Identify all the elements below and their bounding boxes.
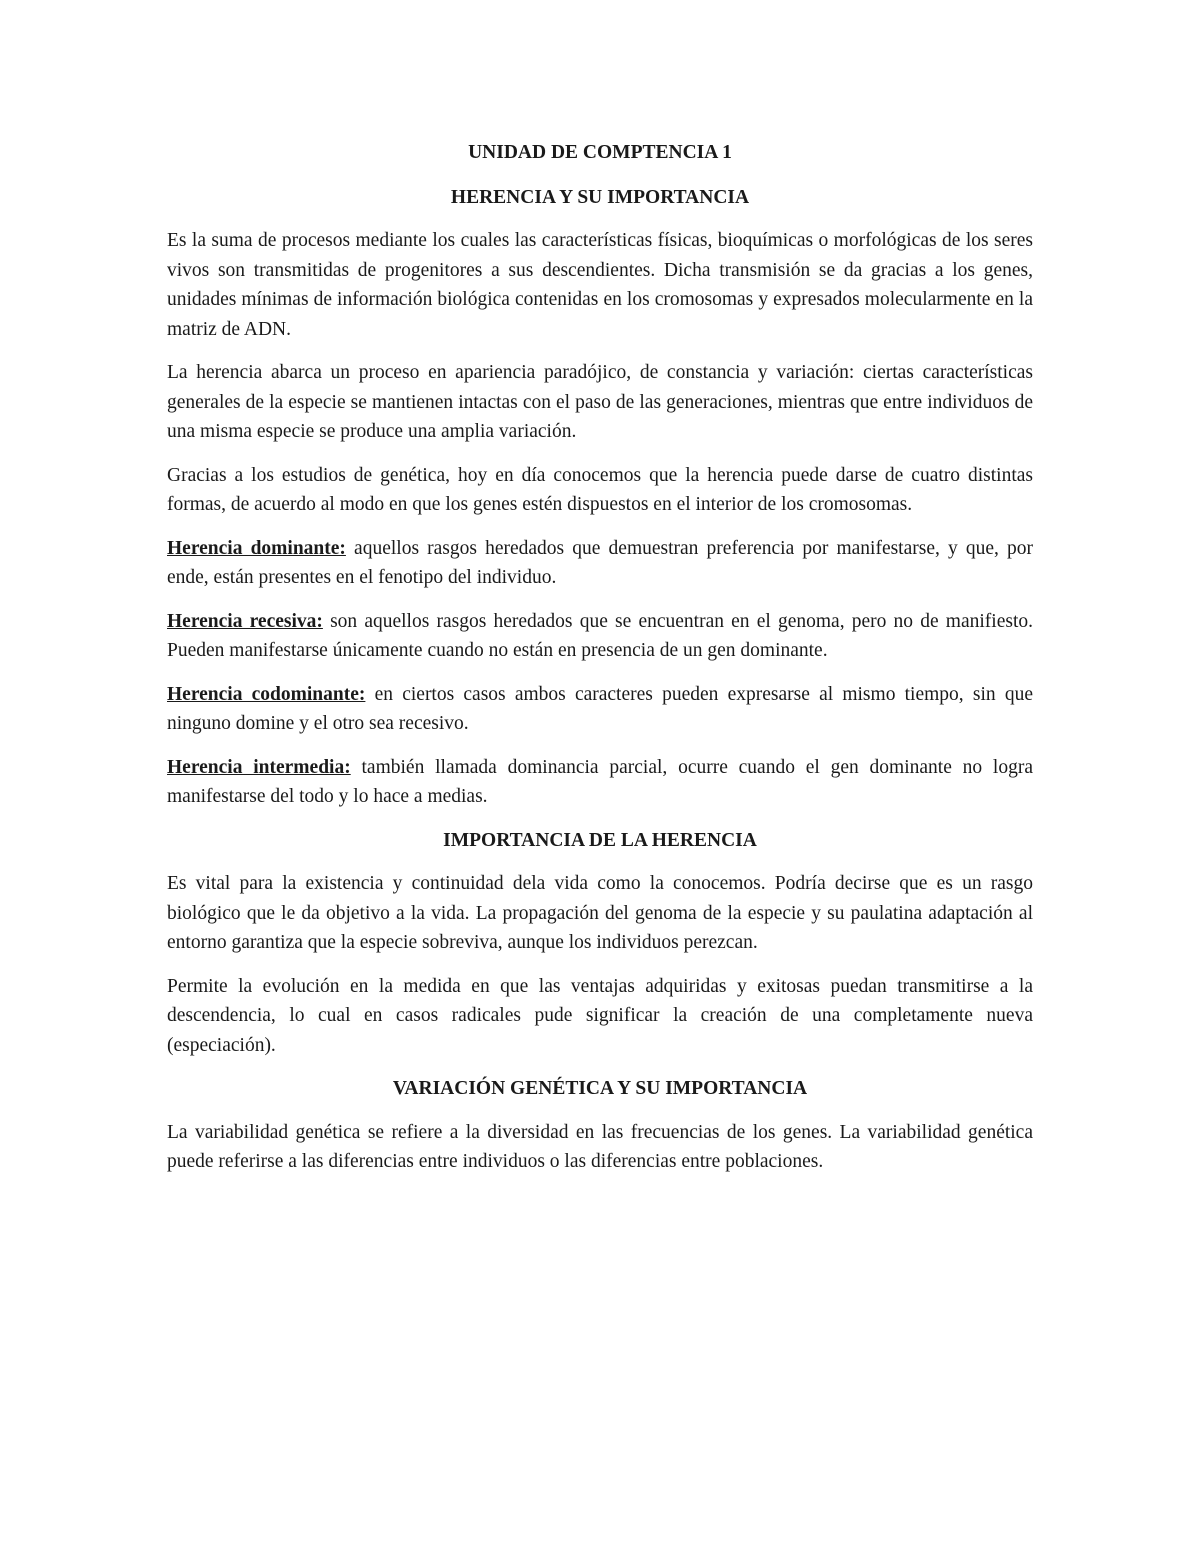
document-title: UNIDAD DE COMPTENCIA 1 [468,142,732,163]
section-heading-importancia: IMPORTANCIA DE LA HERENCIA [443,829,757,851]
herencia-type-dominante [167,534,1033,593]
term-label: Herencia codominante: [167,683,366,705]
section-heading-variacion: VARIACIÓN GENÉTICA Y SU IMPORTANCIA [392,1078,808,1099]
herencia-type-codominante [167,680,1033,739]
paragraph: La herencia abarca un proceso en apariencia paradójico, de constancia y variación: ciertas características generales de la especie se mantienen intactas con el paso de las generaciones, mientras que entre individuos de una misma especie se produce una amplia variación. [167,362,1033,442]
section-heading-herencia: HERENCIA Y SU IMPORTANCIA [450,186,750,208]
term-description: en ciertos casos ambos caracteres pueden expresarse al mismo tiempo, sin que ninguno domine y el otro sea recesivo. [167,683,1033,734]
herencia-type-intermedia [167,753,1033,812]
term-description: también llamada dominancia parcial, ocurre cuando el gen dominante no logra manifestarse del todo y lo hace a medias. [167,756,1034,807]
paragraph: Gracias a los estudios de genética, hoy en día conocemos que la herencia puede darse de cuatro distintas formas, de acuerdo al modo en que los genes estén dispuestos en el interior de los cromosomas. [167,464,1033,515]
term-label: Herencia recesiva: [167,610,323,632]
term-description: son aquellos rasgos heredados que se encuentran en el genoma, pero no de manifiesto. Pueden manifestarse únicamente cuando no están en presencia de un gen dominante. [167,610,1033,661]
paragraph: Es la suma de procesos mediante los cuales las características físicas, bioquímicas o morfológicas de los seres vivos son transmitidas de progenitores a sus descendientes. Dicha transmisión se da gracias a los genes, unidades mínimas de información biológica contenidas en los cromosomas y expresados molecularmente en la matriz de ADN. [167,230,1033,340]
term-label: Herencia dominante: [167,537,346,559]
herencia-type-recesiva [167,607,1033,666]
paragraph: Es vital para la existencia y continuidad dela vida como la conocemos. Podría decirse que es un rasgo biológico que le da objetivo a la vida. La propagación del genoma de la especie y su paulatina adaptación al entorno garantiza que la especie sobreviva, aunque los individuos perezcan. [167,873,1033,953]
document-body [167,138,1033,1191]
term-label: Herencia intermedia: [167,756,351,778]
paragraph: La variabilidad genética se refiere a la diversidad en las frecuencias de los genes. La variabilidad genética puede referirse a las diferencias entre individuos o las diferencias entre poblaciones. [167,1121,1033,1172]
paragraph: Permite la evolución en la medida en que las ventajas adquiridas y exitosas puedan transmitirse a la descendencia, lo cual en casos radicales pude significar la creación de una completamente nueva (especiación). [167,975,1033,1056]
term-description: aquellos rasgos heredados que demuestran preferencia por manifestarse, y que, por ende, están presentes en el fenotipo del individuo. [167,537,1034,588]
